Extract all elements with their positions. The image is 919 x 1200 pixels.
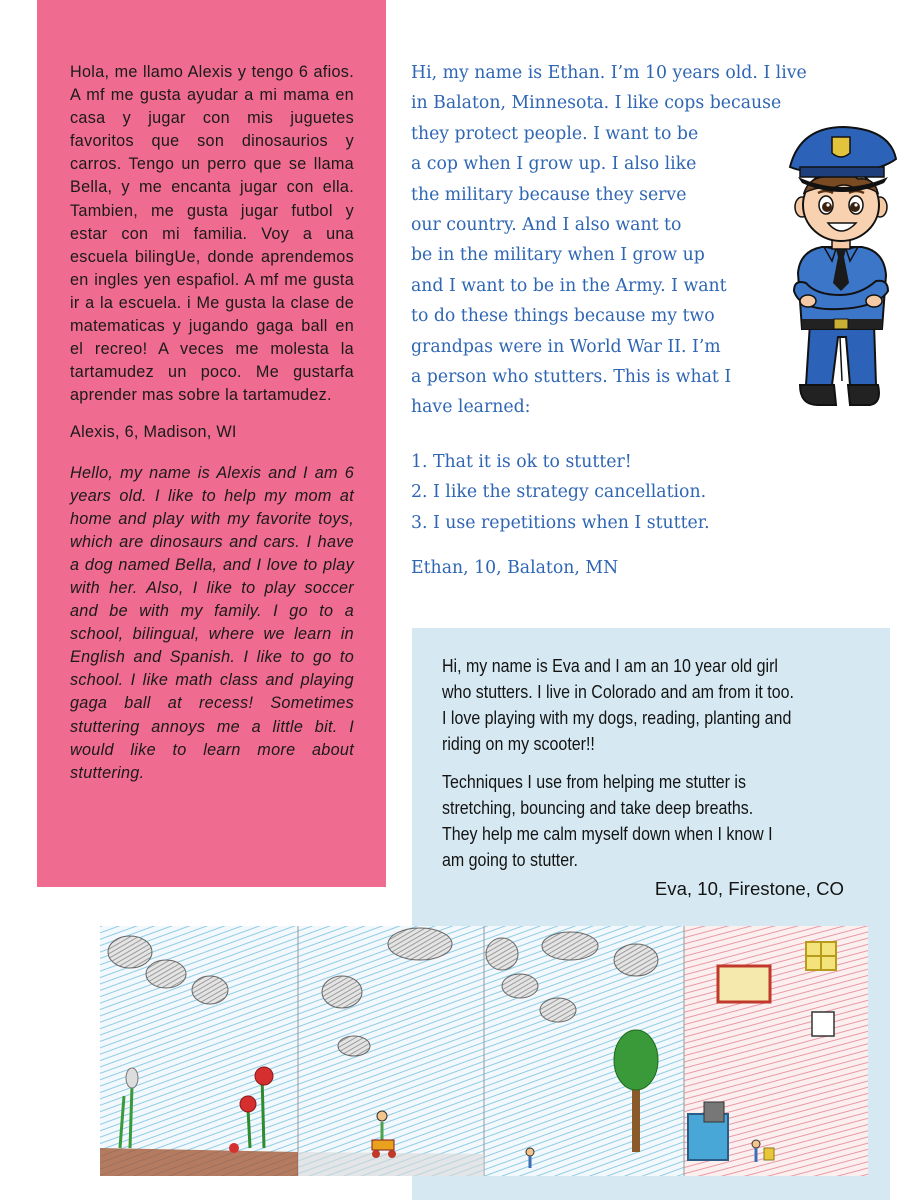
eva-line: am going to stutter. xyxy=(442,849,579,870)
ethan-list-item: 3. I use repetitions when I stutter. xyxy=(411,512,710,533)
ethan-line: in Balaton, Minnesota. I like cops because xyxy=(411,93,782,114)
ethan-line: a person who stutters. This is what I xyxy=(411,367,732,388)
eva-line: Hi, my name is Eva and I am an 10 year old girl xyxy=(442,655,778,676)
eva-line: stretching, bouncing and take deep breaths. xyxy=(442,797,754,818)
ethan-line: a cop when I grow up. I also like xyxy=(411,154,697,175)
eva-letter xyxy=(442,653,872,902)
eva-line: riding on my scooter!! xyxy=(442,733,595,754)
eva-line: They help me calm myself down when I know I xyxy=(442,823,773,844)
eva-line: I love playing with my dogs, reading, planting and xyxy=(442,707,792,728)
ethan-line: our country. And I also want to xyxy=(411,215,682,236)
alexis-signature: Alexis, 6, Madison, WI xyxy=(70,423,237,442)
paragraph-gap xyxy=(442,757,872,769)
alexis-panel xyxy=(37,0,386,887)
alexis-english-text: Hello, my name is Alexis and I am 6 years old. I like to help my mom at home and play with my favorite toys, which are dinosaurs and cars. I have a dog named Bella, and I love to play with her. Also, I like to play soccer and be with my family. I go to a school, bilingual, where we learn in English and Spanish. I like to go to school. I like math class and playing gaga ball at recess! Sometimes stuttering annoys me a little bit. I would like to learn more about stuttering. xyxy=(70,463,354,782)
ethan-line: be in the military when I grow up xyxy=(411,245,705,266)
eva-line: Techniques I use from helping me stutter is xyxy=(442,771,746,792)
childs-crayon-drawing xyxy=(100,926,868,1176)
ethan-line: the military because they serve xyxy=(411,184,687,205)
police-officer-illustration xyxy=(770,123,912,415)
ethan-line: Hi, my name is Ethan. I’m 10 years old. I live xyxy=(411,63,807,83)
ethan-list-item: 1. That it is ok to stutter! xyxy=(411,451,632,472)
alexis-spanish-text: Hola, me llamo Alexis y tengo 6 afios. A mf me gusta ayudar a mi mama en casa y jugar con mis juguetes favoritos que son dinosaurios y carros. Tengo un perro que se llama Bella, y me encanta jugar con ella. Tambien, me gusta jugar futbol y estar con mi familia. Voy a una escuela bilingUe, donde aprendemos en ingles yen espafiol. A mf me gusta ir a la escuela. i Me gusta la clase de matematicas y jugando gaga ball en el recreo! A veces me molesta la tartamudez un poco. Me gustarfa aprender mas sobre la tartamudez. xyxy=(70,63,354,405)
ethan-line: have learned: xyxy=(411,397,531,418)
ethan-signature: Ethan, 10, Balaton, MN xyxy=(411,558,619,579)
ethan-line: and I want to be in the Army. I want xyxy=(411,275,727,296)
ethan-line: to do these things because my two xyxy=(411,306,715,327)
ethan-learned-list xyxy=(411,447,881,538)
ethan-line: grandpas were in World War II. I’m xyxy=(411,336,721,357)
ethan-list-item: 2. I like the strategy cancellation. xyxy=(411,482,707,503)
eva-line: who stutters. I live in Colorado and am from it too. xyxy=(442,681,794,702)
eva-signature: Eva, 10, Firestone, CO xyxy=(654,878,844,899)
alexis-content xyxy=(70,61,354,785)
ethan-line: they protect people. I want to be xyxy=(411,123,699,144)
